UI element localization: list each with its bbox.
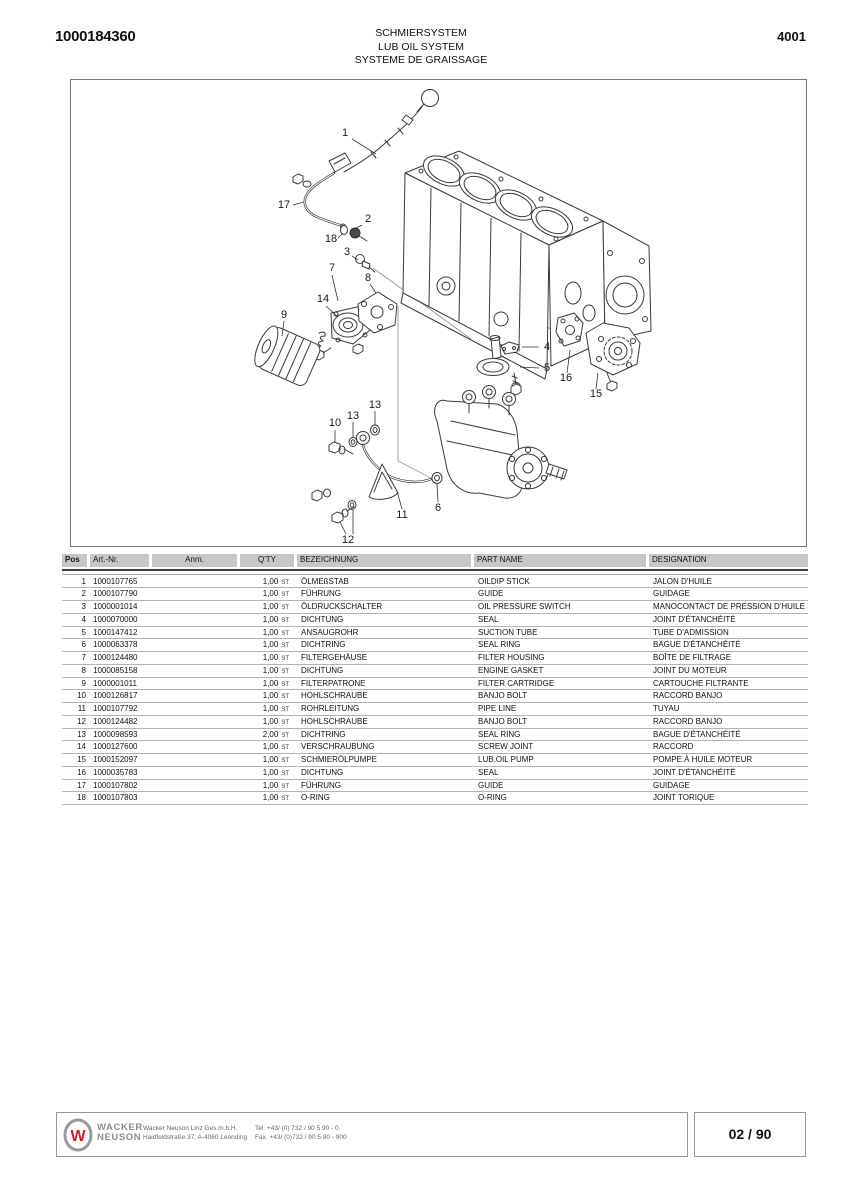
cell-part-name: FILTER HOUSING	[478, 653, 545, 662]
pressure-switch-art	[356, 255, 376, 273]
cell-anm	[152, 754, 240, 768]
cell-part-name: PIPE LINE	[478, 704, 517, 713]
col-header-part-name: PART NAME	[474, 554, 646, 567]
header-rule	[62, 569, 808, 575]
cell-pos: 11	[77, 704, 86, 713]
callout-label-13: 13	[368, 399, 382, 411]
cell-anm	[152, 741, 240, 755]
cell-qty: 1,00 ST	[262, 755, 289, 764]
title-german: SCHMIERSYSTEM	[375, 27, 467, 39]
cell-designation: RACCORD	[653, 742, 694, 752]
callout-leader-line	[397, 491, 402, 509]
table-row	[62, 601, 808, 614]
document-number: 1000184360	[55, 28, 136, 45]
col-header-pos: Pos	[62, 554, 87, 567]
cell-art-nr: 1000098593	[93, 729, 138, 739]
cell-part-name: BANJO BOLT	[478, 716, 528, 726]
callout-label-18: 18	[324, 233, 338, 245]
table-row	[62, 576, 808, 589]
cell-designation: CARTOUCHE FILTRANTE	[653, 678, 749, 688]
cell-qty-unit: ST	[281, 643, 289, 650]
cell-designation: TUBE D'ADMISSION	[653, 627, 729, 637]
plug-and-oring-art	[341, 226, 368, 242]
cell-part-name: SEAL	[478, 767, 499, 777]
page-title	[0, 27, 842, 68]
dipstick-guide-art	[293, 153, 351, 230]
suction-tube-art	[477, 336, 521, 396]
cell-anm	[152, 614, 240, 628]
lub-oil-system-drawing	[71, 80, 806, 546]
cell-anm	[152, 665, 240, 679]
cell-qty-unit: ST	[281, 630, 289, 637]
cell-qty: 1,00 ST	[262, 614, 289, 624]
cell-bezeichnung: HOHLSCHRAUBE	[301, 691, 368, 701]
cell-bezeichnung: SCHMIERÖLPUMPE	[301, 755, 378, 764]
cell-pos: 6	[81, 640, 86, 650]
cell-part-name: SEAL	[478, 614, 499, 624]
cell-anm	[152, 703, 240, 717]
cell-qty-unit: ST	[281, 770, 289, 777]
col-header-anm: Anm.	[152, 554, 237, 567]
cell-qty-unit: ST	[281, 732, 289, 739]
company-address: Wacker Neuson Linz Ges.m.b.H. Haidfeldstraße 37, A-4060 Leonding	[143, 1125, 248, 1141]
page-indicator: 02 / 90	[694, 1112, 806, 1157]
dipstick-art	[341, 90, 439, 173]
cell-part-name: GUIDE	[478, 589, 504, 599]
cell-bezeichnung: DICHTUNG	[301, 614, 344, 624]
callout-leader-line	[332, 275, 338, 301]
brand-wordmark: WACKER NEUSON	[97, 1122, 143, 1143]
cell-qty: 1,00 ST	[262, 627, 289, 637]
cell-art-nr: 1000001011	[93, 678, 137, 688]
callout-label-1: 1	[341, 127, 349, 139]
callout-label-15: 15	[589, 388, 603, 400]
cell-pos: 3	[81, 602, 86, 611]
cell-anm	[152, 729, 240, 743]
section-code: 4001	[777, 29, 806, 44]
cell-pos: 10	[77, 691, 86, 701]
cell-anm	[152, 627, 240, 641]
callout-label-13: 13	[346, 410, 360, 422]
cell-anm	[152, 639, 240, 653]
table-row	[62, 716, 808, 729]
cell-bezeichnung: DICHTRING	[301, 729, 346, 739]
table-row	[62, 665, 808, 678]
table-row	[62, 729, 808, 742]
cell-part-name: O-RING	[478, 793, 507, 803]
table-row	[62, 780, 808, 793]
cell-bezeichnung: O-RING	[301, 793, 330, 803]
cell-qty-unit: ST	[281, 796, 289, 803]
cell-art-nr: 1000124482	[93, 716, 138, 726]
cell-bezeichnung: ANSAUGROHR	[301, 627, 359, 637]
callout-label-3: 3	[343, 246, 351, 258]
cell-anm	[152, 767, 240, 781]
cell-part-name: SEAL RING	[478, 640, 521, 650]
wacker-neuson-logo-icon	[63, 1118, 95, 1157]
cell-part-name: OILDIP STICK	[478, 576, 530, 586]
cell-part-name: SUCTION TUBE	[478, 627, 538, 637]
cell-bezeichnung: ROHRLEITUNG	[301, 704, 360, 713]
cell-qty: 1,00 ST	[262, 678, 289, 688]
title-english: LUB OIL SYSTEM	[378, 40, 464, 53]
oil-pump-art	[586, 323, 640, 391]
cell-designation: MANOCONTACT DE PRESSION D'HUILE	[653, 602, 805, 611]
cell-pos: 1	[81, 576, 86, 586]
cell-qty: 1,00 ST	[262, 589, 289, 599]
callout-label-6: 6	[434, 502, 442, 514]
cell-anm	[152, 652, 240, 666]
cell-part-name: GUIDE	[478, 780, 504, 790]
cell-pos: 4	[81, 614, 86, 624]
cell-designation: TUYAU	[653, 704, 680, 713]
cell-part-name: ENGINE GASKET	[478, 665, 544, 675]
cell-designation: JALON D'HUILE	[653, 576, 712, 586]
cell-qty-unit: ST	[281, 579, 289, 586]
cell-pos: 9	[81, 678, 86, 688]
cell-art-nr: 1000107790	[93, 589, 138, 599]
cell-part-name: SCREW JOINT	[478, 742, 534, 752]
cell-part-name: OIL PRESSURE SWITCH	[478, 602, 571, 611]
callout-leader-line	[437, 484, 438, 502]
table-row	[62, 754, 808, 767]
cell-part-name: SEAL RING	[478, 729, 521, 739]
oil-filter-art	[250, 323, 322, 388]
cell-qty: 1,00 ST	[262, 716, 289, 726]
svg-text:W: W	[70, 1128, 86, 1145]
cell-bezeichnung: FILTERGEHÄUSE	[301, 653, 368, 662]
cell-pos: 18	[77, 793, 86, 803]
col-header-bezeichnung: BEZEICHNUNG	[297, 554, 471, 567]
table-row	[62, 639, 808, 652]
cell-pos: 12	[77, 716, 86, 726]
cell-qty: 1,00 ST	[262, 793, 289, 803]
cell-qty-unit: ST	[281, 668, 289, 675]
cell-bezeichnung: FILTERPATRONE	[301, 678, 366, 688]
table-row	[62, 652, 808, 665]
cell-qty: 1,00 ST	[262, 767, 289, 777]
cell-art-nr: 1000124480	[93, 653, 138, 662]
table-row	[62, 588, 808, 601]
callout-label-9: 9	[280, 309, 288, 321]
cell-designation: POMPE À HUILE MOTEUR	[653, 755, 753, 764]
cell-qty: 1,00 ST	[262, 576, 289, 586]
cell-anm	[152, 576, 240, 590]
cell-art-nr: 1000063378	[93, 640, 138, 650]
company-phone: Tel. +43/ (0) 732 / 90 5 90 - 0 Fax. +43/ (0)732 / 90 5 90 - 900	[255, 1125, 347, 1141]
table-body	[62, 576, 808, 806]
callout-label-4: 4	[543, 341, 551, 353]
col-header-qty: Q'TY	[240, 554, 294, 567]
cell-pos: 14	[77, 742, 86, 752]
cell-pos: 16	[77, 767, 86, 777]
table-row	[62, 614, 808, 627]
callout-leader-line	[352, 139, 376, 154]
cell-designation: GUIDAGE	[653, 780, 690, 790]
cell-designation: BOÎTE DE FILTRAGE	[653, 653, 732, 662]
callout-leader-line	[293, 202, 304, 205]
cell-bezeichnung: ÖLMEßSTAB	[301, 576, 349, 586]
cell-art-nr: 1000127600	[93, 742, 138, 752]
cell-pos: 13	[77, 729, 86, 739]
callout-label-16: 16	[559, 372, 573, 384]
cell-art-nr: 1000035783	[93, 767, 138, 777]
cell-qty-unit: ST	[281, 783, 289, 790]
col-header-art-nr: Art.-Nr.	[90, 554, 149, 567]
cell-qty: 1,00 ST	[262, 780, 289, 790]
table-row	[62, 703, 808, 716]
cell-anm	[152, 601, 240, 615]
cell-part-name: FILTER CARTRIDGE	[478, 678, 555, 688]
callout-leader-line	[370, 284, 376, 293]
cell-qty-unit: ST	[281, 617, 289, 624]
cell-qty: 1,00 ST	[262, 640, 289, 650]
table-row	[62, 741, 808, 754]
cell-designation: JOINT D'ÉTANCHÉITÉ	[653, 614, 736, 624]
cell-anm	[152, 792, 240, 806]
table-header-row	[62, 554, 808, 567]
parts-table	[62, 554, 808, 805]
table-row	[62, 678, 808, 691]
cell-bezeichnung: DICHTRING	[301, 640, 346, 650]
callout-label-5: 5	[543, 362, 551, 374]
cell-bezeichnung: DICHTUNG	[301, 665, 344, 675]
callout-label-17: 17	[277, 199, 291, 211]
cell-designation: BAGUE D'ÉTANCHÉITÉ	[653, 729, 741, 739]
callout-label-12: 12	[341, 534, 355, 546]
cell-bezeichnung: FÜHRUNG	[301, 589, 341, 599]
cell-qty: 1,00 ST	[262, 742, 289, 752]
cell-qty: 1,00 ST	[262, 653, 289, 662]
cell-qty-unit: ST	[281, 707, 289, 713]
cell-art-nr: 1000126817	[93, 691, 138, 701]
cell-art-nr: 1000152097	[93, 755, 138, 764]
cell-qty: 2,00 ST	[262, 729, 289, 739]
pipe-line-art	[312, 425, 442, 534]
injection-pump-art	[435, 386, 567, 499]
table-row	[62, 627, 808, 640]
cell-qty-unit: ST	[281, 592, 289, 599]
cell-designation: JOINT D'ÉTANCHÉITÉ	[653, 767, 736, 777]
cell-pos: 17	[77, 780, 86, 790]
callout-label-8: 8	[364, 272, 372, 284]
cell-anm	[152, 588, 240, 602]
cell-part-name: LUB.OIL PUMP	[478, 755, 534, 764]
callout-label-7: 7	[328, 262, 336, 274]
cell-pos: 7	[81, 653, 86, 662]
cell-pos: 5	[81, 627, 86, 637]
cell-designation: RACCORD BANJO	[653, 691, 723, 701]
table-row	[62, 690, 808, 703]
cell-qty: 1,00 ST	[262, 691, 289, 701]
cell-qty: 1,00 ST	[262, 704, 289, 713]
cell-pos: 8	[81, 665, 86, 675]
cell-bezeichnung: ÖLDRUCKSCHALTER	[301, 602, 383, 611]
cell-art-nr: 1000070000	[93, 614, 138, 624]
callout-leader-line	[338, 233, 343, 238]
callout-label-10: 10	[328, 417, 342, 429]
cell-qty-unit: ST	[281, 681, 289, 688]
cell-art-nr: 1000001014	[93, 602, 138, 611]
cell-qty-unit: ST	[281, 656, 289, 662]
cell-art-nr: 1000147412	[93, 627, 138, 637]
callout-label-2: 2	[364, 213, 372, 225]
title-french: SYSTEME DE GRAISSAGE	[354, 54, 488, 66]
cell-qty-unit: ST	[281, 758, 289, 764]
cell-art-nr: 1000107803	[93, 793, 138, 803]
cell-art-nr: 1000107802	[93, 780, 138, 790]
cell-art-nr: 1000107765	[93, 576, 138, 586]
cell-bezeichnung: HOHLSCHRAUBE	[301, 716, 368, 726]
cell-designation: JOINT DU MOTEUR	[653, 665, 727, 675]
cell-designation: RACCORD BANJO	[653, 716, 723, 726]
cell-qty: 1,00 ST	[262, 602, 289, 611]
table-row	[62, 767, 808, 780]
callout-leader-line	[596, 373, 598, 389]
footer-company-box	[56, 1112, 688, 1157]
cell-qty-unit: ST	[281, 694, 289, 701]
cell-qty: 1,00 ST	[262, 665, 289, 675]
cell-art-nr: 1000085158	[93, 665, 138, 675]
cell-part-name: BANJO BOLT	[478, 691, 528, 701]
col-header-designation: DESIGNATION	[649, 554, 808, 567]
exploded-view-diagram	[70, 79, 807, 547]
cell-anm	[152, 716, 240, 730]
cell-anm	[152, 678, 240, 692]
callout-label-14: 14	[316, 293, 330, 305]
cell-pos: 2	[81, 589, 86, 599]
cell-qty-unit: ST	[281, 745, 289, 752]
cell-designation: GUIDAGE	[653, 589, 690, 599]
cell-qty-unit: ST	[281, 719, 289, 726]
callout-label-11: 11	[396, 509, 408, 521]
cell-bezeichnung: VERSCHRAUBUNG	[301, 742, 375, 752]
cell-anm	[152, 780, 240, 794]
cell-designation: BAGUE D'ÉTANCHÉITÉ	[653, 640, 741, 650]
cell-designation: JOINT TORIQUE	[653, 793, 715, 803]
cell-anm	[152, 690, 240, 704]
cell-qty-unit: ST	[281, 605, 289, 611]
cell-pos: 15	[77, 755, 86, 764]
table-row	[62, 792, 808, 805]
cell-bezeichnung: FÜHRUNG	[301, 780, 341, 790]
callout-leader-line	[340, 522, 346, 534]
cell-art-nr: 1000107792	[93, 704, 138, 713]
cell-bezeichnung: DICHTUNG	[301, 767, 344, 777]
